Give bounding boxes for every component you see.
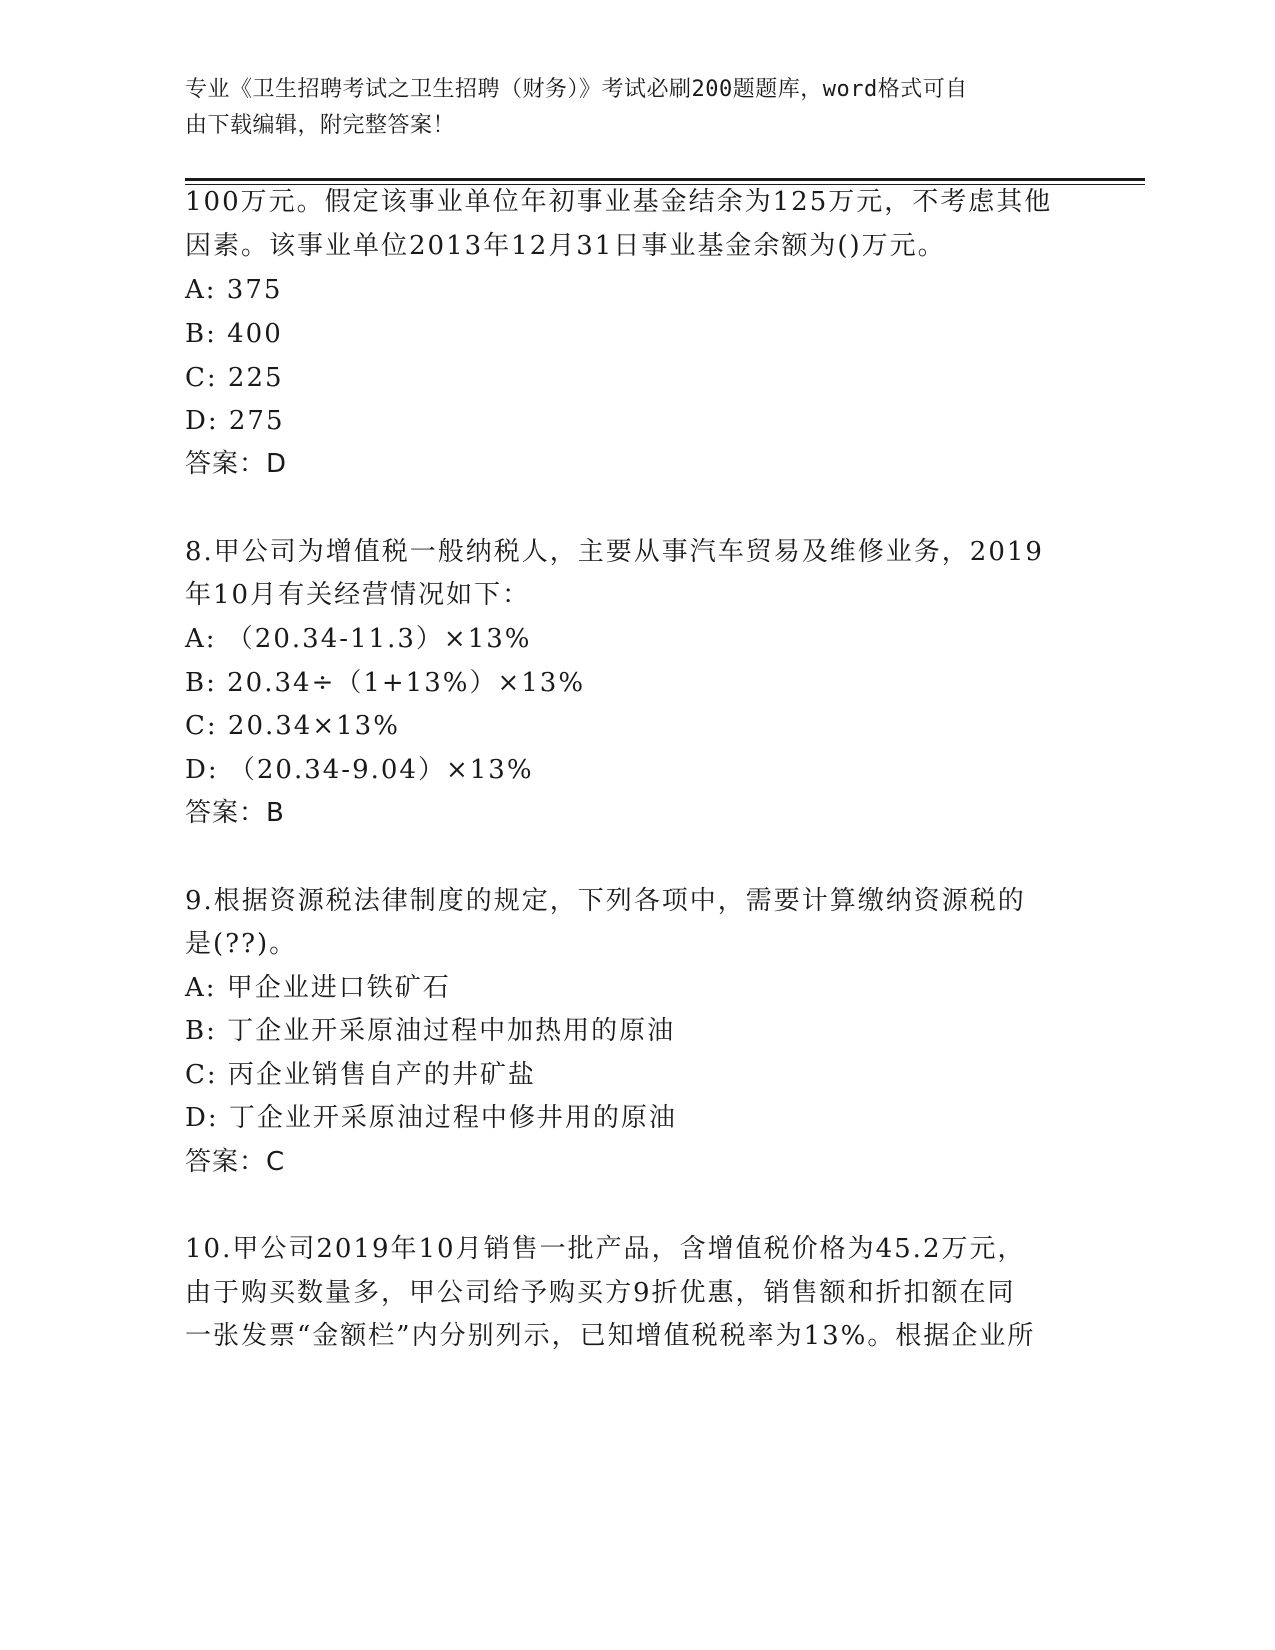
header-divider-thick: [185, 178, 1145, 181]
question-10-text-1: 10.甲公司2019年10月销售一批产品，含增值税价格为45.2万元，: [185, 1234, 1026, 1264]
question-8-option-a: A: （20.34-11.3）×13%: [185, 624, 532, 654]
header-line-1: 专业《卫生招聘考试之卫生招聘（财务）》考试必刷200题题库，word格式可自: [185, 77, 968, 102]
question-7-option-a: A: 375: [185, 275, 283, 305]
question-9-option-c: C: 丙企业销售自产的井矿盐: [185, 1060, 536, 1090]
question-8-option-d: D: （20.34-9.04）×13%: [185, 755, 534, 785]
question-8-option-b: B: 20.34÷（1+13%）×13%: [185, 668, 586, 698]
question-9-option-a: A: 甲企业进口铁矿石: [185, 973, 451, 1003]
question-9-text-2: 是(??)。: [185, 929, 298, 959]
question-7-text-1: 100万元。假定该事业单位年初事业基金结余为125万元，不考虑其他: [185, 187, 1053, 217]
document-header: [185, 72, 1085, 144]
question-7-option-c: C: 225: [185, 363, 284, 393]
question-10-text-3: 一张发票“金额栏”内分别列示，已知增值税税率为13%。根据企业所: [185, 1321, 1036, 1351]
question-9-answer: 答案：C: [185, 1147, 286, 1177]
question-8-text-2: 年10月有关经营情况如下：: [185, 580, 531, 610]
question-7-text-2: 因素。该事业单位2013年12月31日事业基金余额为()万元。: [185, 231, 946, 261]
header-line-2: 由下载编辑，附完整答案！: [185, 113, 456, 138]
question-7-answer: 答案：D: [185, 449, 288, 479]
question-9-option-d: D: 丁企业开采原油过程中修井用的原油: [185, 1103, 677, 1133]
question-8-text-1: 8.甲公司为增值税一般纳税人，主要从事汽车贸易及维修业务，2019: [185, 537, 1044, 567]
question-7-option-d: D: 275: [185, 406, 285, 436]
question-7-option-b: B: 400: [185, 319, 283, 349]
question-9-option-b: B: 丁企业开采原油过程中加热用的原油: [185, 1016, 676, 1046]
question-10-text-2: 由于购买数量多，甲公司给予购买方9折优惠，销售额和折扣额在同: [185, 1278, 1016, 1308]
question-8-answer: 答案：B: [185, 798, 285, 828]
question-8-option-c: C: 20.34×13%: [185, 711, 400, 741]
question-9-text-1: 9.根据资源税法律制度的规定，下列各项中，需要计算缴纳资源税的: [185, 886, 1026, 916]
